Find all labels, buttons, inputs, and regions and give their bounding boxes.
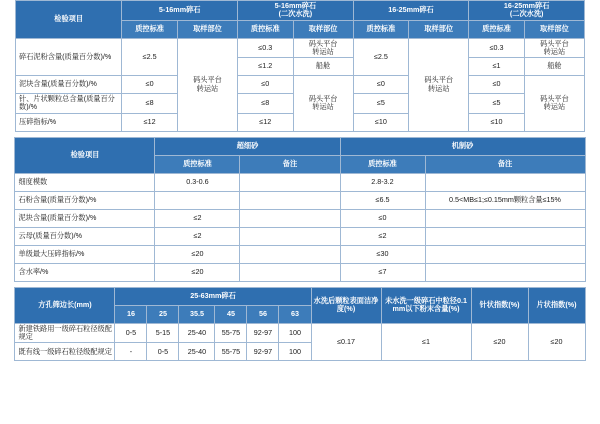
header-group-16-25-washed-line2: (二次水洗) <box>509 9 544 19</box>
cell-std-3-elong: ≤5 <box>353 94 409 114</box>
cell-old-35-5: 25-40 <box>179 343 215 361</box>
cell-uf-std-5: ≤20 <box>155 263 240 281</box>
cell-old-63: 100 <box>279 343 311 361</box>
header-needle-index: 针状指数(%) <box>471 287 528 323</box>
header-group-16-25: 16-25mm碎石 <box>353 1 469 21</box>
cell-needle: ≤20 <box>471 323 528 361</box>
header-ultrafine-sand: 超细砂 <box>155 137 340 155</box>
cell-ms-rem-5 <box>425 263 585 281</box>
cell-std-1-clay: ≤0 <box>122 76 178 94</box>
header-manufactured-sand: 机制砂 <box>340 137 585 155</box>
cell-powder: ≤1 <box>381 323 471 361</box>
cell-uf-std-4: ≤20 <box>155 245 240 263</box>
cell-ms-std-0: 2.8-3.2 <box>340 173 425 191</box>
cell-std-2-crush: ≤12 <box>238 113 294 131</box>
cell-std-3-mud: ≤2.5 <box>353 38 409 76</box>
cell-ms-std-5: ≤7 <box>340 263 425 281</box>
spacer-2 <box>0 282 600 285</box>
cell-ms-std-4: ≤30 <box>340 245 425 263</box>
cell-std-4-crush: ≤10 <box>469 113 525 131</box>
cell-uf-std-1 <box>155 191 240 209</box>
cell-cleanliness: ≤0.17 <box>311 323 381 361</box>
row-label-clay-lump-2: 泥块含量(质量百分数)/% <box>15 209 155 227</box>
cell-new-56: 92-97 <box>247 323 279 343</box>
header-cleanliness: 水洗后颗粒表面洁净度(%) <box>311 287 381 323</box>
cell-new-45: 55-75 <box>215 323 247 343</box>
header-powder-content: 未水洗一级碎石中粒径0.1mm以下粉末含量(%) <box>381 287 471 323</box>
cell-site-1: 码头平台 转运站 <box>177 38 237 131</box>
subheader-site-4: 取样部位 <box>524 20 584 38</box>
cell-ms-rem-2 <box>425 209 585 227</box>
sieve-size-56: 56 <box>247 305 279 323</box>
row-label-new-railway: 新建铁路用一级碎石粒径级配规定 <box>15 323 115 343</box>
cell-uf-std-0: 0.3-0.6 <box>155 173 240 191</box>
spacer-1 <box>0 132 600 135</box>
cell-std-1-mud: ≤2.5 <box>122 38 178 76</box>
cell-site-2-b: 船舱 <box>293 58 353 76</box>
cell-uf-rem-4 <box>240 245 340 263</box>
header-group-5-16: 5-16mm碎石 <box>122 1 238 21</box>
cell-new-25: 5-15 <box>147 323 179 343</box>
table-row <box>15 263 585 281</box>
cell-uf-rem-0 <box>240 173 340 191</box>
subheader-remark-ultrafine: 备注 <box>240 155 340 173</box>
table-row <box>15 191 585 209</box>
cell-std-4-clay: ≤0 <box>469 76 525 94</box>
cell-new-63: 100 <box>279 323 311 343</box>
cell-site-4: 码头平台 转运站 <box>524 76 584 132</box>
cell-ms-std-1: ≤6.5 <box>340 191 425 209</box>
table3-title-row <box>15 287 585 305</box>
cell-uf-rem-1 <box>240 191 340 209</box>
table-row <box>15 245 585 263</box>
cell-new-16: 0-5 <box>115 323 147 343</box>
table-row <box>16 76 585 94</box>
row-label-clay-lump: 泥块含量(质量百分数)/% <box>16 76 122 94</box>
table1-group-header-row <box>16 1 585 21</box>
sieve-size-25: 25 <box>147 305 179 323</box>
header-sieve-label: 方孔筛边长(mm) <box>15 287 115 323</box>
sieve-size-63: 63 <box>279 305 311 323</box>
header-group-16-25-washed <box>469 1 585 21</box>
cell-old-56: 92-97 <box>247 343 279 361</box>
cell-std-2-mud-b: ≤1.2 <box>238 58 294 76</box>
table-row <box>15 209 585 227</box>
header-group-5-16-washed-line2: (二次水洗) <box>278 9 313 19</box>
cell-std-1-elong: ≤8 <box>122 94 178 114</box>
row-label-fineness: 细度模数 <box>15 173 155 191</box>
table-row <box>15 323 585 343</box>
sieve-size-35-5: 35.5 <box>179 305 215 323</box>
row-label-mica: 云母(质量百分数)/% <box>15 227 155 245</box>
cell-ms-rem-4 <box>425 245 585 263</box>
row-label-stone-powder: 石粉含量(质量百分数)/% <box>15 191 155 209</box>
row-label-elongated: 针、片状颗粒总含量(质量百分数)/% <box>16 94 122 114</box>
subheader-site-3: 取样部位 <box>409 20 469 38</box>
cell-std-1-crush: ≤12 <box>122 113 178 131</box>
subheader-site-2: 取样部位 <box>293 20 353 38</box>
subheader-std-ultrafine: 质控标准 <box>155 155 240 173</box>
subheader-std-1: 质控标准 <box>122 20 178 38</box>
cell-ms-std-2: ≤0 <box>340 209 425 227</box>
row-label-mud-powder: 碎石泥粉含量(质量百分数)/% <box>16 38 122 76</box>
cell-std-4-elong: ≤5 <box>469 94 525 114</box>
table-row <box>15 173 585 191</box>
cell-ms-std-3: ≤2 <box>340 227 425 245</box>
subheader-std-manufactured: 质控标准 <box>340 155 425 173</box>
cell-flake: ≤20 <box>528 323 585 361</box>
row-label-existing-railway: 既有线一级碎石粒径级配规定 <box>15 343 115 361</box>
cell-site-4-a: 码头平台 转运站 <box>524 38 584 58</box>
cell-uf-std-2: ≤2 <box>155 209 240 227</box>
header-25-63: 25-63mm碎石 <box>115 287 311 305</box>
cell-std-2-mud-a: ≤0.3 <box>238 38 294 58</box>
cell-site-2: 码头平台 转运站 <box>293 76 353 132</box>
table-row <box>15 227 585 245</box>
subheader-std-2: 质控标准 <box>238 20 294 38</box>
cell-site-3: 码头平台 转运站 <box>409 38 469 131</box>
header-group-5-16-washed <box>238 1 354 21</box>
cell-std-4-mud-a: ≤0.3 <box>469 38 525 58</box>
cell-old-45: 55-75 <box>215 343 247 361</box>
cell-site-2-a: 码头平台 转运站 <box>293 38 353 58</box>
cell-uf-rem-2 <box>240 209 340 227</box>
cell-ms-rem-0 <box>425 173 585 191</box>
cell-old-16: - <box>115 343 147 361</box>
row-label-moisture: 含水率/% <box>15 263 155 281</box>
header-group-5-16-washed-line1: 5-16mm碎石 <box>274 1 317 10</box>
cell-std-4-mud-b: ≤1 <box>469 58 525 76</box>
table2-group-header-row <box>15 137 585 155</box>
table-row <box>16 38 585 58</box>
cell-uf-rem-5 <box>240 263 340 281</box>
cell-ms-rem-3 <box>425 227 585 245</box>
row-label-crush-index: 单级最大压碎指标/% <box>15 245 155 263</box>
ballast-grading-table <box>14 287 585 362</box>
row-label-crush: 压碎指标/% <box>16 113 122 131</box>
cell-site-4-b: 船舱 <box>524 58 584 76</box>
cell-old-25: 0-5 <box>147 343 179 361</box>
subheader-std-3: 质控标准 <box>353 20 409 38</box>
header-flake-index: 片状指数(%) <box>528 287 585 323</box>
header-group-16-25-washed-line1: 16-25mm碎石 <box>503 1 550 10</box>
sieve-size-16: 16 <box>115 305 147 323</box>
cell-std-2-clay: ≤0 <box>238 76 294 94</box>
cell-new-35-5: 25-40 <box>179 323 215 343</box>
cell-uf-rem-3 <box>240 227 340 245</box>
sieve-size-45: 45 <box>215 305 247 323</box>
subheader-remark-manufactured: 备注 <box>425 155 585 173</box>
subheader-site-1: 取样部位 <box>177 20 237 38</box>
cell-std-3-crush: ≤10 <box>353 113 409 131</box>
header-item-2: 检验项目 <box>15 137 155 173</box>
subheader-std-4: 质控标准 <box>469 20 525 38</box>
cell-std-2-elong: ≤8 <box>238 94 294 114</box>
header-item: 检验项目 <box>16 1 122 39</box>
aggregate-spec-table <box>15 0 585 132</box>
sand-spec-table <box>14 137 585 282</box>
cell-ms-rem-1: 0.5<MB≤1;≤0.15mm颗粒含量≤15% <box>425 191 585 209</box>
cell-uf-std-3: ≤2 <box>155 227 240 245</box>
cell-std-3-clay: ≤0 <box>353 76 409 94</box>
